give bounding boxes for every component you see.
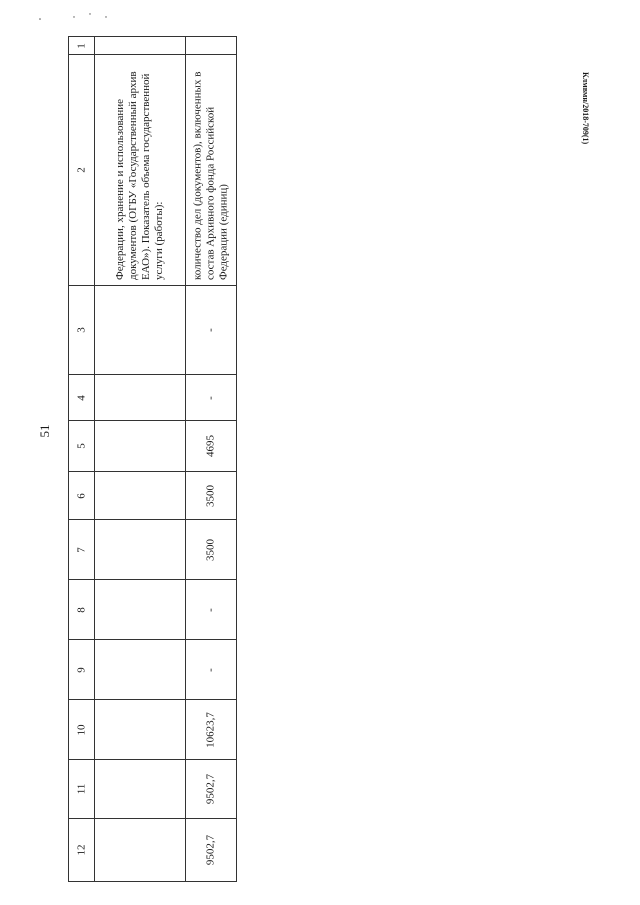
page-number: 51: [37, 424, 52, 438]
indicator-cell: количество дел (документов), включенных в состав Архивного фонда Российской Федерации (единиц): [186, 55, 237, 286]
header-cell: 1: [69, 37, 95, 55]
table-row: [69, 760, 237, 819]
table-row: [69, 37, 237, 55]
header-cell: 5: [69, 421, 95, 472]
table-row: [69, 286, 237, 375]
header-cell: 4: [69, 375, 95, 421]
table-row: [69, 55, 237, 286]
header-cell: 7: [69, 520, 95, 580]
header-cell: 8: [69, 580, 95, 640]
service-cell: [95, 375, 186, 421]
indicator-cell: 4695: [186, 421, 237, 472]
table-row: [69, 472, 237, 520]
header-cell: 6: [69, 472, 95, 520]
service-cell: Федерации, хранение и использование документов (ОГБУ «Государственный архив ЕАО»). Показатель объема государственной услуги (работы):: [95, 55, 186, 286]
indicator-cell: 9502,7: [186, 760, 237, 819]
service-cell: [95, 520, 186, 580]
indicator-cell: -: [186, 580, 237, 640]
service-cell: [95, 640, 186, 700]
service-cell: [95, 580, 186, 640]
budget-table: [68, 36, 237, 882]
service-cell: [95, 760, 186, 819]
service-cell: [95, 286, 186, 375]
header-cell: 9: [69, 640, 95, 700]
scan-specks: [0, 0, 640, 40]
indicator-cell: [186, 37, 237, 55]
indicator-cell: 10623,7: [186, 700, 237, 760]
service-cell: [95, 819, 186, 882]
table-row: [69, 421, 237, 472]
table-row: [69, 375, 237, 421]
indicator-cell: 3500: [186, 472, 237, 520]
header-cell: 11: [69, 760, 95, 819]
indicator-cell: -: [186, 640, 237, 700]
indicator-cell: -: [186, 375, 237, 421]
document-code-text: Клмвмн/2018-709(1): [581, 72, 590, 145]
table-row: [69, 580, 237, 640]
table-row: [69, 520, 237, 580]
header-cell: 10: [69, 700, 95, 760]
service-cell: [95, 472, 186, 520]
table-row: [69, 640, 237, 700]
document-code: [581, 72, 610, 145]
header-cell: 12: [69, 819, 95, 882]
indicator-cell: 3500: [186, 520, 237, 580]
service-cell: [95, 421, 186, 472]
header-cell: 2: [69, 55, 95, 286]
service-cell: [95, 700, 186, 760]
header-cell: 3: [69, 286, 95, 375]
service-cell: [95, 37, 186, 55]
table-row: [69, 819, 237, 882]
table-row: [69, 700, 237, 760]
indicator-cell: 9502,7: [186, 819, 237, 882]
indicator-cell: -: [186, 286, 237, 375]
